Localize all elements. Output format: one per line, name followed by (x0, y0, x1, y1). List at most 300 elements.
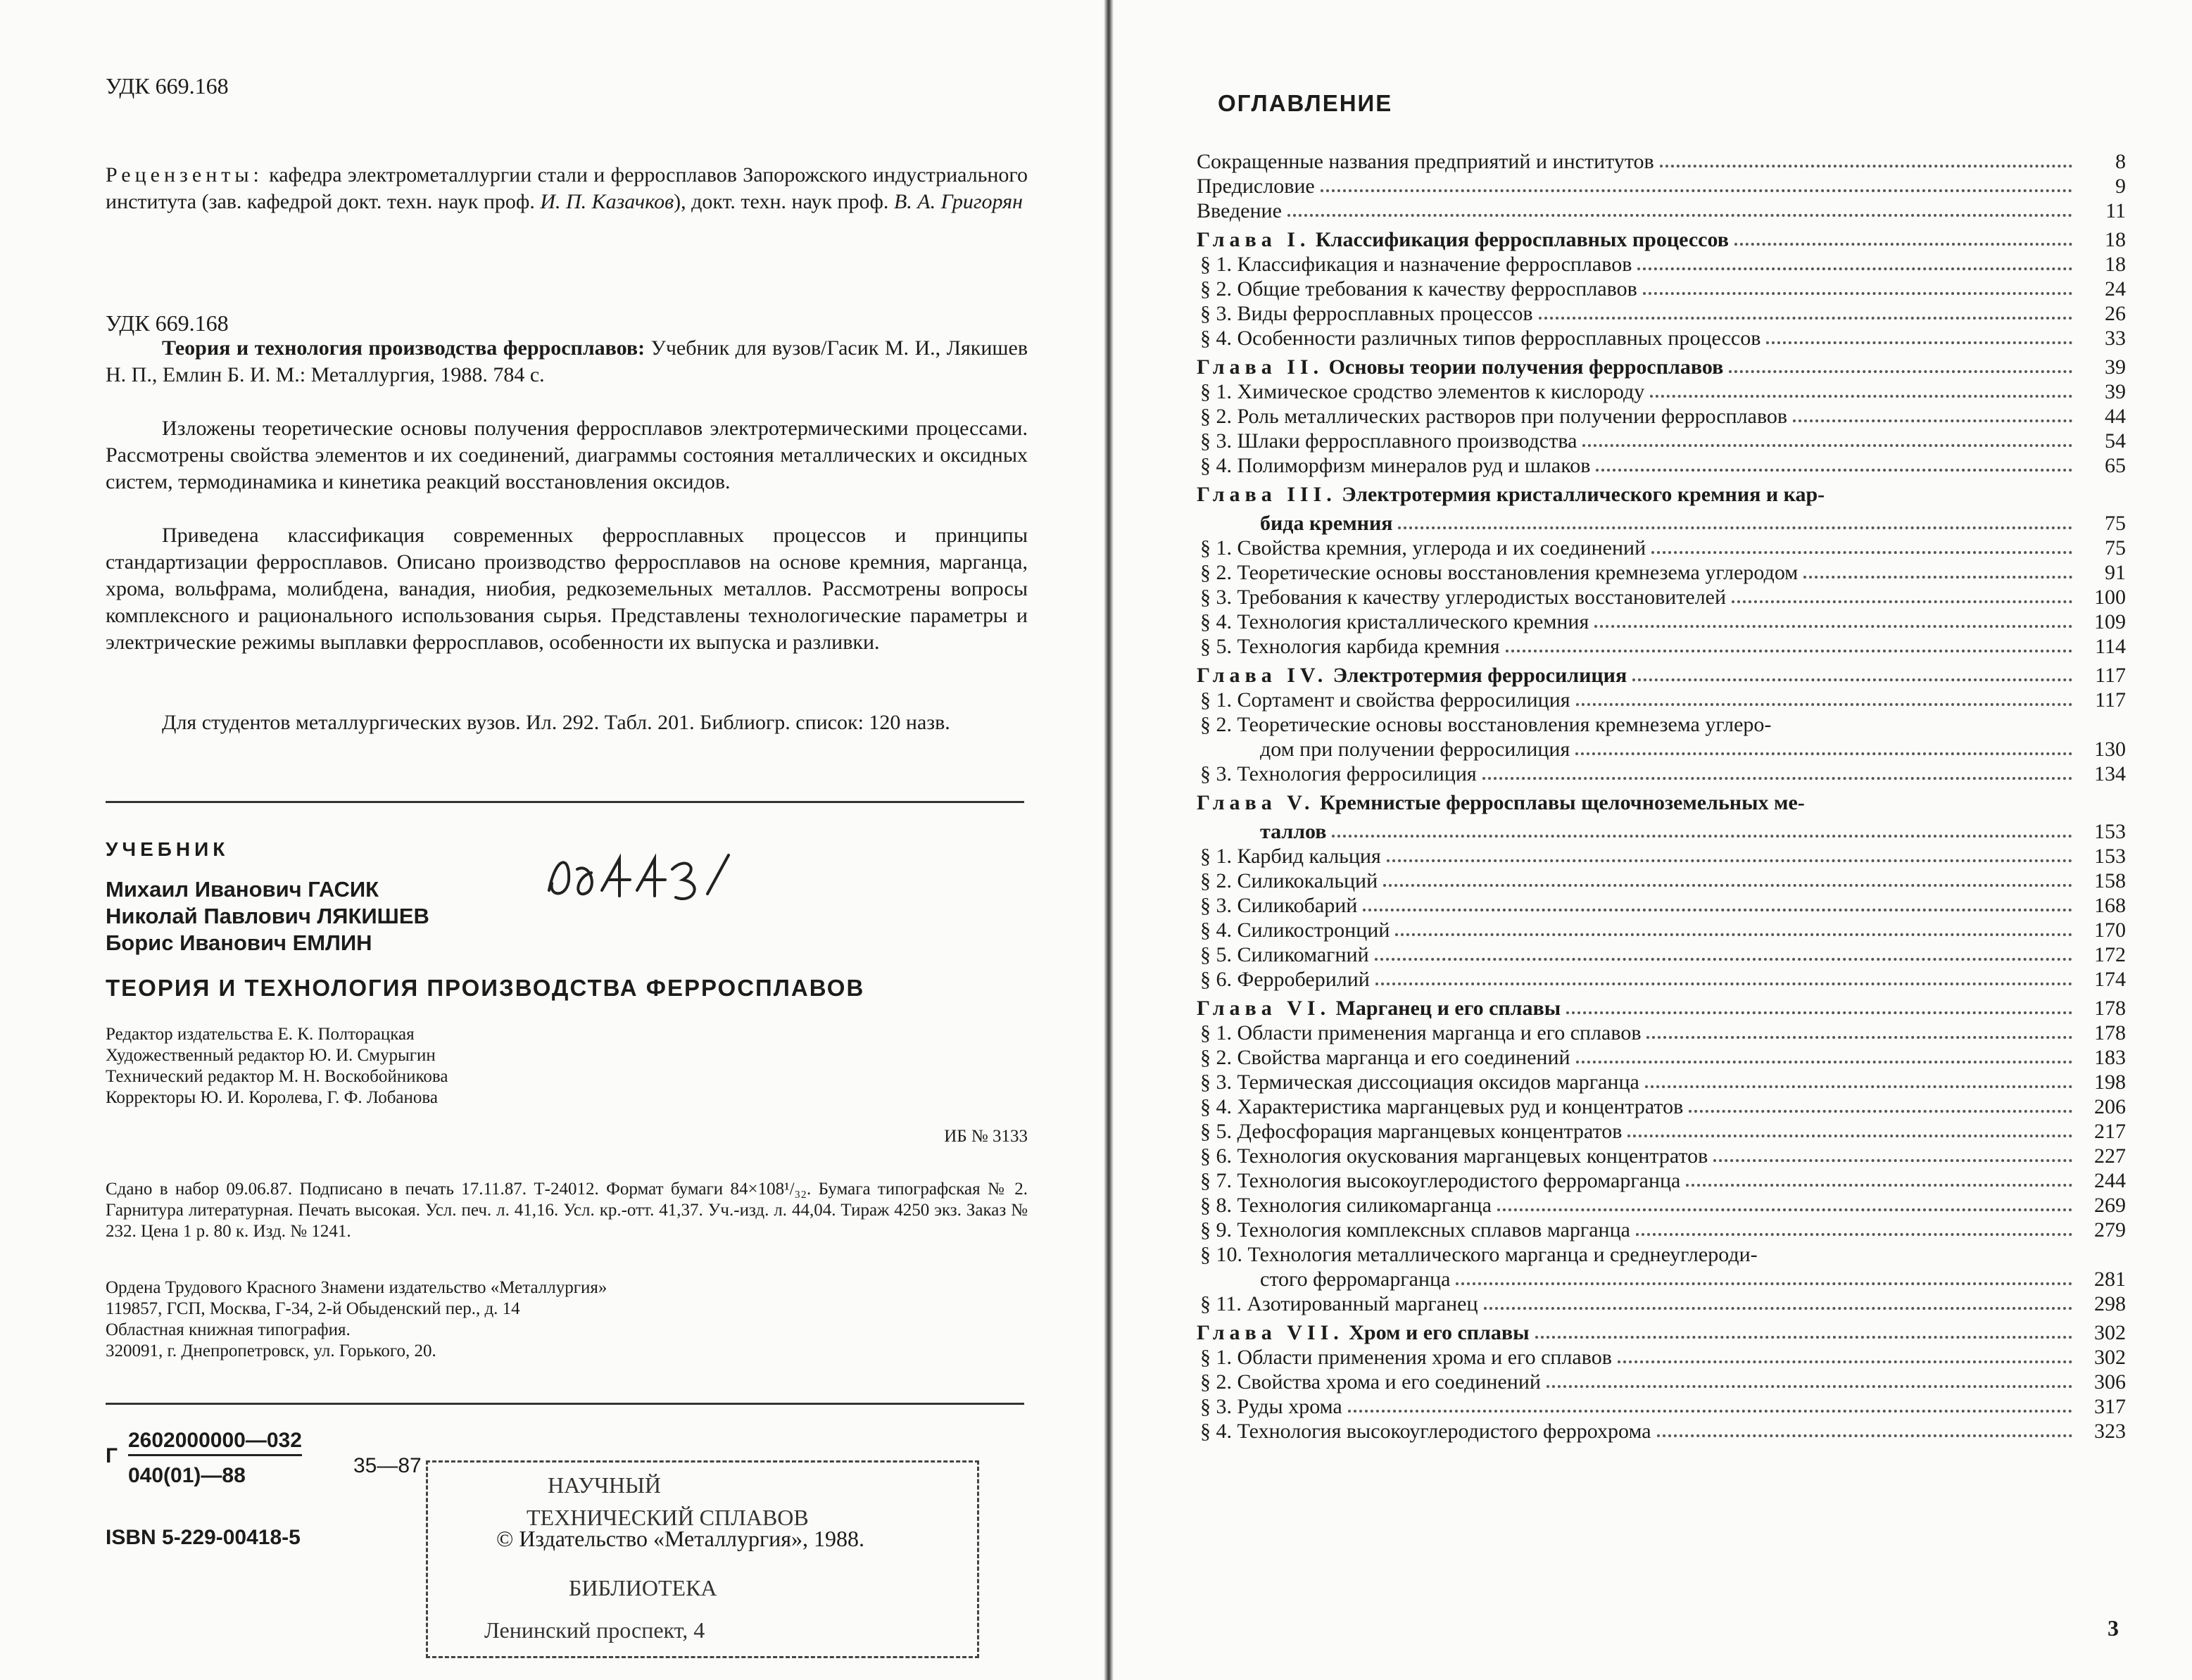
toc-page-number: 134 (2094, 762, 2126, 785)
toc-row (1197, 511, 2126, 536)
toc-row (1197, 585, 2126, 610)
tech-editor-credit: Технический редактор М. Н. Воскобойникова (106, 1067, 448, 1086)
toc-row (1197, 1242, 2126, 1267)
toc-entry-title: § 7. Технология высокоуглеродистого ферромарганца (1200, 1169, 1681, 1192)
toc-page-number: 279 (2094, 1218, 2126, 1242)
toc-entry-text (1197, 198, 1287, 223)
book-main-title: ТЕОРИЯ И ТЕХНОЛОГИЯ ПРОИЗВОДСТВА ФЕРРОСПЛАВОВ (106, 975, 865, 1001)
toc-entry-text (1200, 1218, 1636, 1242)
dot-leader (1575, 752, 2072, 755)
correctors-credit: Корректоры Ю. И. Королева, Г. Ф. Лобанова (106, 1088, 438, 1107)
bibliographic-entry (106, 335, 1028, 389)
toc-entry-text (1200, 918, 1395, 942)
toc-entry-title: § 4. Технология высокоуглеродистого феррохрома (1200, 1420, 1651, 1443)
toc-entry-text (1200, 967, 1375, 992)
toc-row (1197, 688, 2126, 712)
stamp-line-2: ТЕХНИЧЕСКИЙ СПЛАВОВ (527, 1505, 809, 1530)
udk-code: УДК 669.168 (106, 73, 229, 99)
dot-leader (1506, 650, 2072, 652)
ib-number: ИБ № 3133 (944, 1127, 1028, 1146)
toc-entry-text (1200, 429, 1582, 453)
library-stamp (426, 1460, 979, 1658)
toc-row (1197, 996, 2126, 1021)
toc-row (1197, 893, 2126, 918)
toc-page-number: 44 (2105, 405, 2126, 428)
toc-entry-title: § 5. Силикомагний (1200, 943, 1369, 966)
toc-entry-title: § 10. Технология металлического марганца и среднеуглероди- (1200, 1243, 1758, 1266)
genre-label: УЧЕБНИК (106, 838, 229, 860)
toc-row (1197, 942, 2126, 967)
toc-row (1197, 453, 2126, 478)
toc-entry-text (1200, 844, 1387, 869)
toc-entry-text (1200, 634, 1506, 659)
toc-entry-text (1197, 790, 2126, 815)
toc-page-number: 26 (2105, 302, 2126, 325)
toc-page-number: 244 (2094, 1169, 2126, 1192)
dot-leader (1766, 341, 2072, 344)
dot-leader (1576, 703, 2072, 706)
toc-entry-text (1200, 536, 1651, 560)
dot-leader (1650, 395, 2072, 398)
toc-row (1197, 1168, 2126, 1193)
toc-entry-text (1200, 379, 1650, 404)
dot-leader (1651, 551, 2072, 554)
dot-leader (1729, 370, 2072, 373)
toc-entry-title: § 3. Термическая диссоциация оксидов марганца (1200, 1070, 1639, 1094)
toc-page-number: 323 (2094, 1420, 2126, 1443)
table-of-contents (1197, 149, 2126, 1444)
toc-page-number: 24 (2105, 277, 2126, 301)
author-3: Борис Иванович ЕМЛИН (106, 930, 372, 955)
toc-row (1197, 379, 2126, 404)
toc-page-number: 172 (2094, 943, 2126, 966)
toc-row (1197, 326, 2126, 350)
author-2: Николай Павлович ЛЯКИШЕВ (106, 904, 429, 928)
toc-entry-title: § 3. Требования к качеству углеродистых восстановителей (1200, 586, 1727, 609)
toc-entry-title: § 8. Технология силикомарганца (1200, 1194, 1492, 1217)
reviewer-2: В. А. Григорян (893, 190, 1023, 213)
toc-entry-text (1200, 1021, 1646, 1045)
toc-page-number: 178 (2094, 997, 2126, 1020)
dot-leader (1348, 1410, 2072, 1413)
toc-page-number: 227 (2094, 1144, 2126, 1168)
reviewers-mid: ), докт. техн. наук проф. (674, 190, 889, 213)
toc-entry-title: § 11. Азотированный марганец (1200, 1292, 1478, 1315)
toc-page-number: 75 (2105, 512, 2126, 535)
toc-page-number: 306 (2094, 1370, 2126, 1394)
toc-entry-title: § 4. Особенности различных типов ферросплавных процессов (1200, 327, 1761, 350)
toc-page-number: 114 (2095, 635, 2126, 658)
toc-row (1197, 610, 2126, 634)
toc-page-number: 158 (2094, 869, 2126, 892)
dot-leader (1383, 884, 2072, 887)
imprint-data: Сдано в набор 09.06.87. Подписано в печать 17.11.87. Т-24012. Формат бумаги 84×108¹/₃₂. Бумага типографская № 2. Гарнитура литературная. Печать высокая. Усл. печ. л. 41,16. Усл. кр.-отт. 41,37. Уч.-изд. л. 44,04. Тираж 4250 экз. Заказ № 232. Цена 1 р. 80 к. Изд. № 1241. (106, 1180, 1028, 1241)
stamp-line-3: БИБЛИОТЕКА (569, 1575, 717, 1600)
toc-row (1197, 1094, 2126, 1119)
toc-entry-text (1200, 1045, 1576, 1070)
dot-leader (1803, 576, 2072, 579)
dot-leader (1632, 678, 2072, 681)
toc-entry-title: § 4. Характеристика марганцевых руд и концентратов (1200, 1095, 1684, 1118)
udk-code-2: УДК 669.168 (106, 310, 229, 336)
handwritten-signature (542, 841, 739, 911)
toc-row (1197, 918, 2126, 942)
toc-row (1197, 482, 2126, 507)
toc-entry-text (1260, 1267, 1456, 1291)
printer-name: Областная книжная типография. (106, 1320, 351, 1339)
reviewers-text: кафедра электрометаллургии стали и ферросплавов Запорожского индустриального института (зав. кафедрой докт. техн. наук проф. (106, 163, 1028, 213)
toc-row (1197, 301, 2126, 326)
toc-entry-title: § 6. Технология окускования марганцевых концентратов (1200, 1144, 1708, 1168)
book-description: Учебник для вузов/Гасик М. И., Лякишев Н. П., Емлин Б. И. М.: Металлургия, 1988. 784 с. (106, 336, 1028, 386)
toc-page-number: 298 (2094, 1292, 2126, 1315)
toc-row (1197, 1370, 2126, 1394)
toc-row (1197, 560, 2126, 585)
dot-leader (1398, 526, 2072, 529)
publisher-address: 119857, ГСП, Москва, Г-34, 2-й Обыденский пер., д. 14 (106, 1299, 520, 1318)
toc-entry-title: Предисловие (1197, 175, 1315, 198)
chapter-label: Глава I. (1197, 228, 1311, 251)
chapter-label: Глава V. (1197, 791, 1315, 814)
toc-entry-title: § 1. Карбид кальция (1200, 845, 1381, 868)
chapter-label: Глава II. (1197, 355, 1324, 379)
toc-row (1197, 819, 2126, 844)
toc-page-number: 168 (2094, 894, 2126, 917)
dot-leader (1539, 317, 2073, 320)
toc-entry-title: дом при получении ферросилиция (1260, 738, 1570, 761)
toc-entry-title: § 2. Роль металлических растворов при получении ферросплавов (1200, 405, 1788, 428)
publisher-name: Ордена Трудового Красного Знамени издательство «Металлургия» (106, 1278, 607, 1297)
dot-leader (1686, 1184, 2072, 1187)
toc-entry-text (1197, 227, 1734, 252)
toc-entry-title: § 1. Сортамент и свойства ферросилиция (1200, 688, 1570, 712)
toc-entry-title: бида кремния (1260, 512, 1393, 535)
toc-page-number: 302 (2094, 1346, 2126, 1369)
toc-entry-text (1200, 1291, 1484, 1316)
toc-row (1197, 967, 2126, 992)
toc-page-number: 269 (2094, 1194, 2126, 1217)
toc-entry-title: § 3. Силикобарий (1200, 894, 1358, 917)
toc-page-number: 8 (2115, 150, 2126, 173)
book-title-bold: Теория и технология производства ферросплавов: (162, 336, 645, 360)
dot-leader (1375, 983, 2072, 985)
toc-row (1197, 1218, 2126, 1242)
dot-leader (1395, 933, 2072, 936)
toc-entry-text (1200, 453, 1596, 478)
toc-entry-title: Электротермия ферросилиция (1333, 664, 1627, 687)
toc-page-number: 302 (2094, 1321, 2126, 1344)
toc-entry-text (1197, 355, 1729, 379)
toc-entry-title: § 9. Технология комплексных сплавов марганца (1200, 1218, 1630, 1242)
authors-list (106, 876, 429, 956)
toc-entry-text (1197, 1320, 1535, 1345)
dot-leader (1332, 835, 2072, 838)
toc-page-number: 183 (2094, 1046, 2126, 1069)
toc-page-number: 91 (2105, 561, 2126, 584)
toc-page-number: 75 (2105, 536, 2126, 560)
toc-entry-text (1197, 482, 2126, 507)
toc-entry-title: стого ферромарганца (1260, 1268, 1451, 1291)
toc-row (1197, 663, 2126, 688)
toc-entry-title: Основы теории получения ферросплавов (1328, 355, 1724, 379)
toc-page-number: 281 (2094, 1268, 2126, 1291)
toc-row (1197, 790, 2126, 815)
toc-page-number: 130 (2094, 738, 2126, 761)
page-number: 3 (2108, 1615, 2119, 1641)
toc-entry-title: Сокращенные названия предприятий и институтов (1197, 150, 1654, 173)
chapter-label: Глава IV. (1197, 664, 1328, 687)
toc-page-number: 39 (2105, 355, 2126, 379)
toc-entry-title: § 4. Полиморфизм минералов руд и шлаков (1200, 454, 1591, 477)
toc-row (1197, 1291, 2126, 1316)
reviewers-block (106, 162, 1028, 215)
toc-entry-title: Электротермия кристаллического кремния и кар- (1342, 483, 1825, 506)
toc-entry-text (1260, 819, 1332, 844)
publisher-info (106, 1277, 607, 1362)
toc-entry-text (1200, 1242, 2126, 1267)
toc-page-number: 117 (2095, 664, 2126, 687)
abstract-paragraph-1: Изложены теоретические основы получения ферросплавов электротермическими процессами. Рассмотрены свойства элементов и их соединений, диаграммы состояния металлических и оксидных систем, термодинамика и кинетика реакций восстановления оксидов. (106, 417, 1028, 493)
author-1: Михаил Иванович ГАСИК (106, 877, 379, 902)
toc-row (1197, 227, 2126, 252)
toc-page-number: 39 (2105, 380, 2126, 403)
toc-entry-text (1200, 1144, 1713, 1168)
divider (106, 801, 1024, 803)
toc-entry-title: Хром и его сплавы (1349, 1321, 1530, 1344)
toc-page-number: 317 (2094, 1395, 2126, 1418)
dot-leader (1660, 165, 2072, 168)
toc-entry-text (1197, 996, 1566, 1021)
toc-entry-title: § 5. Дефосфорация марганцевых концентратов (1200, 1120, 1623, 1143)
toc-row (1197, 149, 2126, 174)
dot-leader (1689, 1110, 2072, 1113)
toc-entry-text (1200, 560, 1803, 585)
toc-entry-text (1200, 688, 1576, 712)
toc-page-number: 9 (2115, 175, 2126, 198)
toc-entry-text (1200, 1119, 1627, 1144)
toc-entry-title: § 3. Руды хрома (1200, 1395, 1342, 1418)
toc-row (1197, 1394, 2126, 1419)
toc-entry-text (1200, 1419, 1657, 1444)
toc-entry-text (1200, 1345, 1618, 1370)
dot-leader (1287, 214, 2072, 217)
dot-leader (1547, 1385, 2072, 1388)
toc-page-number: 170 (2094, 918, 2126, 942)
toc-entry-title: § 2. Силикокальций (1200, 869, 1378, 892)
printer-address: 320091, г. Днепропетровск, ул. Горького, 20. (106, 1341, 436, 1360)
toc-row (1197, 429, 2126, 453)
toc-entry-text (1200, 1394, 1348, 1419)
toc-entry-text (1260, 737, 1575, 762)
code-tail: 35—87 (353, 1454, 422, 1477)
code-letter: Г (106, 1444, 118, 1467)
toc-entry-title: § 1. Свойства кремния, углерода и их соединений (1200, 536, 1646, 560)
toc-page-number: 18 (2105, 228, 2126, 251)
toc-entry-text (1200, 942, 1375, 967)
dot-leader (1713, 1159, 2072, 1162)
toc-title: ОГЛАВЛЕНИЕ (1218, 90, 1393, 116)
dot-leader (1321, 189, 2072, 192)
toc-entry-text (1200, 252, 1637, 277)
dot-leader (1582, 444, 2072, 447)
abstract-paragraph-2: Приведена классификация современных ферросплавных процессов и принципы стандартизации ферросплавов. Описано производство ферросплавов на основе кремния, марганца, хрома, вольфрама, молибдена, ванадия, ниобия, редкоземельных металлов. Рассмотрены вопросы комплексного и рационального использования сырья. Представлены технологические параметры и электрические режимы выплавки ферросплавов, особенности их выпуска и разливки. (106, 524, 1028, 654)
toc-row (1197, 277, 2126, 301)
toc-page-number: 18 (2105, 253, 2126, 276)
dot-leader (1793, 419, 2072, 422)
toc-entry-text (1200, 610, 1594, 634)
right-page (1197, 0, 2126, 1680)
toc-page-number: 153 (2094, 845, 2126, 868)
dot-leader (1456, 1282, 2072, 1285)
toc-row (1197, 762, 2126, 786)
dot-leader (1646, 1036, 2072, 1039)
toc-entry-title: § 1. Области применения хрома и его сплавов (1200, 1346, 1612, 1369)
toc-entry-text (1200, 1370, 1547, 1394)
dot-leader (1363, 909, 2072, 911)
toc-entry-title: § 3. Технология ферросилиция (1200, 762, 1477, 785)
chapter-label: Глава VI. (1197, 997, 1331, 1020)
toc-entry-text (1200, 585, 1732, 610)
toc-page-number: 54 (2105, 429, 2126, 453)
toc-entry-title: Введение (1197, 199, 1282, 222)
toc-row (1197, 634, 2126, 659)
dot-leader (1636, 1233, 2072, 1236)
toc-entry-title: § 2. Свойства марганца и его соединений (1200, 1046, 1570, 1069)
dot-leader (1576, 1061, 2072, 1063)
toc-entry-text (1197, 149, 1660, 174)
toc-row (1197, 1193, 2126, 1218)
toc-page-number: 178 (2094, 1021, 2126, 1044)
toc-entry-title: § 2. Теоретические основы восстановления кремнезема углеро- (1200, 713, 1772, 736)
toc-row (1197, 174, 2126, 198)
code-numerator: 2602000000—032 (128, 1429, 302, 1456)
dot-leader (1375, 958, 2072, 961)
reviewers-label: Рецензенты: (106, 163, 263, 187)
dot-leader (1645, 1085, 2072, 1088)
toc-entry-title: § 2. Общие требования к качеству ферросплавов (1200, 277, 1637, 301)
toc-entry-text (1197, 663, 1632, 688)
toc-entry-title: Классификация ферросплавных процессов (1315, 228, 1729, 251)
toc-entry-text (1260, 511, 1398, 536)
toc-row (1197, 1119, 2126, 1144)
toc-row (1197, 844, 2126, 869)
toc-page-number: 198 (2094, 1070, 2126, 1094)
toc-page-number: 217 (2094, 1120, 2126, 1143)
chapter-label: Глава III. (1197, 483, 1337, 506)
toc-entry-text (1200, 1168, 1686, 1193)
toc-row (1197, 1021, 2126, 1045)
toc-entry-title: § 1. Химическое сродство элементов к кислороду (1200, 380, 1645, 403)
stamp-line-4: Ленинский проспект, 4 (484, 1617, 705, 1643)
dot-leader (1627, 1135, 2072, 1137)
copyright: © Издательство «Металлургия», 1988. (496, 1526, 864, 1551)
isbn: ISBN 5-229-00418-5 (106, 1526, 301, 1549)
toc-row (1197, 712, 2126, 737)
divider-2 (106, 1403, 1024, 1405)
left-page (106, 0, 1028, 1680)
dot-leader (1657, 1434, 2072, 1437)
chapter-label: Глава VII. (1197, 1321, 1344, 1344)
toc-row (1197, 1045, 2126, 1070)
toc-page-number: 153 (2094, 820, 2126, 843)
toc-entry-text (1200, 301, 1539, 326)
book-spine (1104, 0, 1114, 1680)
dot-leader (1732, 600, 2072, 603)
dot-leader (1596, 469, 2072, 472)
toc-entry-title: § 5. Технология карбида кремния (1200, 635, 1500, 658)
toc-entry-text (1200, 326, 1766, 350)
toc-page-number: 65 (2105, 454, 2126, 477)
toc-entry-title: таллов (1260, 820, 1327, 843)
toc-entry-text (1200, 277, 1643, 301)
toc-entry-text (1200, 762, 1482, 786)
toc-entry-title: § 4. Силикостронций (1200, 918, 1390, 942)
code-denominator: 040(01)—88 (128, 1464, 246, 1487)
toc-row (1197, 869, 2126, 893)
toc-entry-title: § 2. Теоретические основы восстановления кремнезема углеродом (1200, 561, 1799, 584)
toc-entry-text (1200, 869, 1383, 893)
dot-leader (1497, 1208, 2072, 1211)
toc-entry-text (1200, 712, 2126, 737)
reviewer-1: И. П. Казачков (540, 190, 674, 213)
toc-entry-title: Марганец и его сплавы (1335, 997, 1561, 1020)
toc-page-number: 109 (2094, 610, 2126, 633)
editorial-credits (106, 1024, 448, 1109)
dot-leader (1734, 243, 2072, 246)
toc-entry-title: § 4. Технология кристаллического кремния (1200, 610, 1589, 633)
toc-row (1197, 1320, 2126, 1345)
toc-entry-title: Кремнистые ферросплавы щелочноземельных ме- (1320, 791, 1805, 814)
toc-page-number: 11 (2105, 199, 2126, 222)
editor-credit: Редактор издательства Е. К. Полторацкая (106, 1025, 415, 1044)
toc-page-number: 100 (2094, 586, 2126, 609)
toc-entry-text (1200, 1193, 1497, 1218)
toc-entry-title: § 3. Виды ферросплавных процессов (1200, 302, 1533, 325)
abstract-paragraph-3: Для студентов металлургических вузов. Ил. 292. Табл. 201. Библиогр. список: 120 назв. (162, 711, 950, 734)
toc-page-number: 117 (2095, 688, 2126, 712)
toc-entry-title: § 3. Шлаки ферросплавного производства (1200, 429, 1577, 453)
dot-leader (1566, 1011, 2072, 1014)
toc-row (1197, 1345, 2126, 1370)
toc-row (1197, 1070, 2126, 1094)
toc-row (1197, 198, 2126, 223)
toc-row (1197, 252, 2126, 277)
toc-row (1197, 737, 2126, 762)
toc-page-number: 206 (2094, 1095, 2126, 1118)
toc-row (1197, 1267, 2126, 1291)
toc-entry-text (1200, 1070, 1645, 1094)
dot-leader (1618, 1360, 2072, 1363)
toc-entry-title: § 1. Области применения марганца и его сплавов (1200, 1021, 1642, 1044)
toc-row (1197, 536, 2126, 560)
art-editor-credit: Художественный редактор Ю. И. Смурыгин (106, 1046, 436, 1065)
toc-page-number: 33 (2105, 327, 2126, 350)
dot-leader (1643, 292, 2072, 295)
toc-page-number: 174 (2094, 968, 2126, 991)
toc-entry-title: § 1. Классификация и назначение ферросплавов (1200, 253, 1632, 276)
toc-row (1197, 1419, 2126, 1444)
toc-entry-title: § 6. Ферроберилий (1200, 968, 1370, 991)
toc-row (1197, 355, 2126, 379)
toc-entry-text (1200, 893, 1363, 918)
dot-leader (1637, 267, 2072, 270)
toc-row (1197, 404, 2126, 429)
stamp-line-1: НАУЧНЫЙ (548, 1472, 661, 1498)
dot-leader (1535, 1336, 2073, 1339)
dot-leader (1482, 777, 2072, 780)
dot-leader (1484, 1307, 2072, 1310)
toc-row (1197, 1144, 2126, 1168)
